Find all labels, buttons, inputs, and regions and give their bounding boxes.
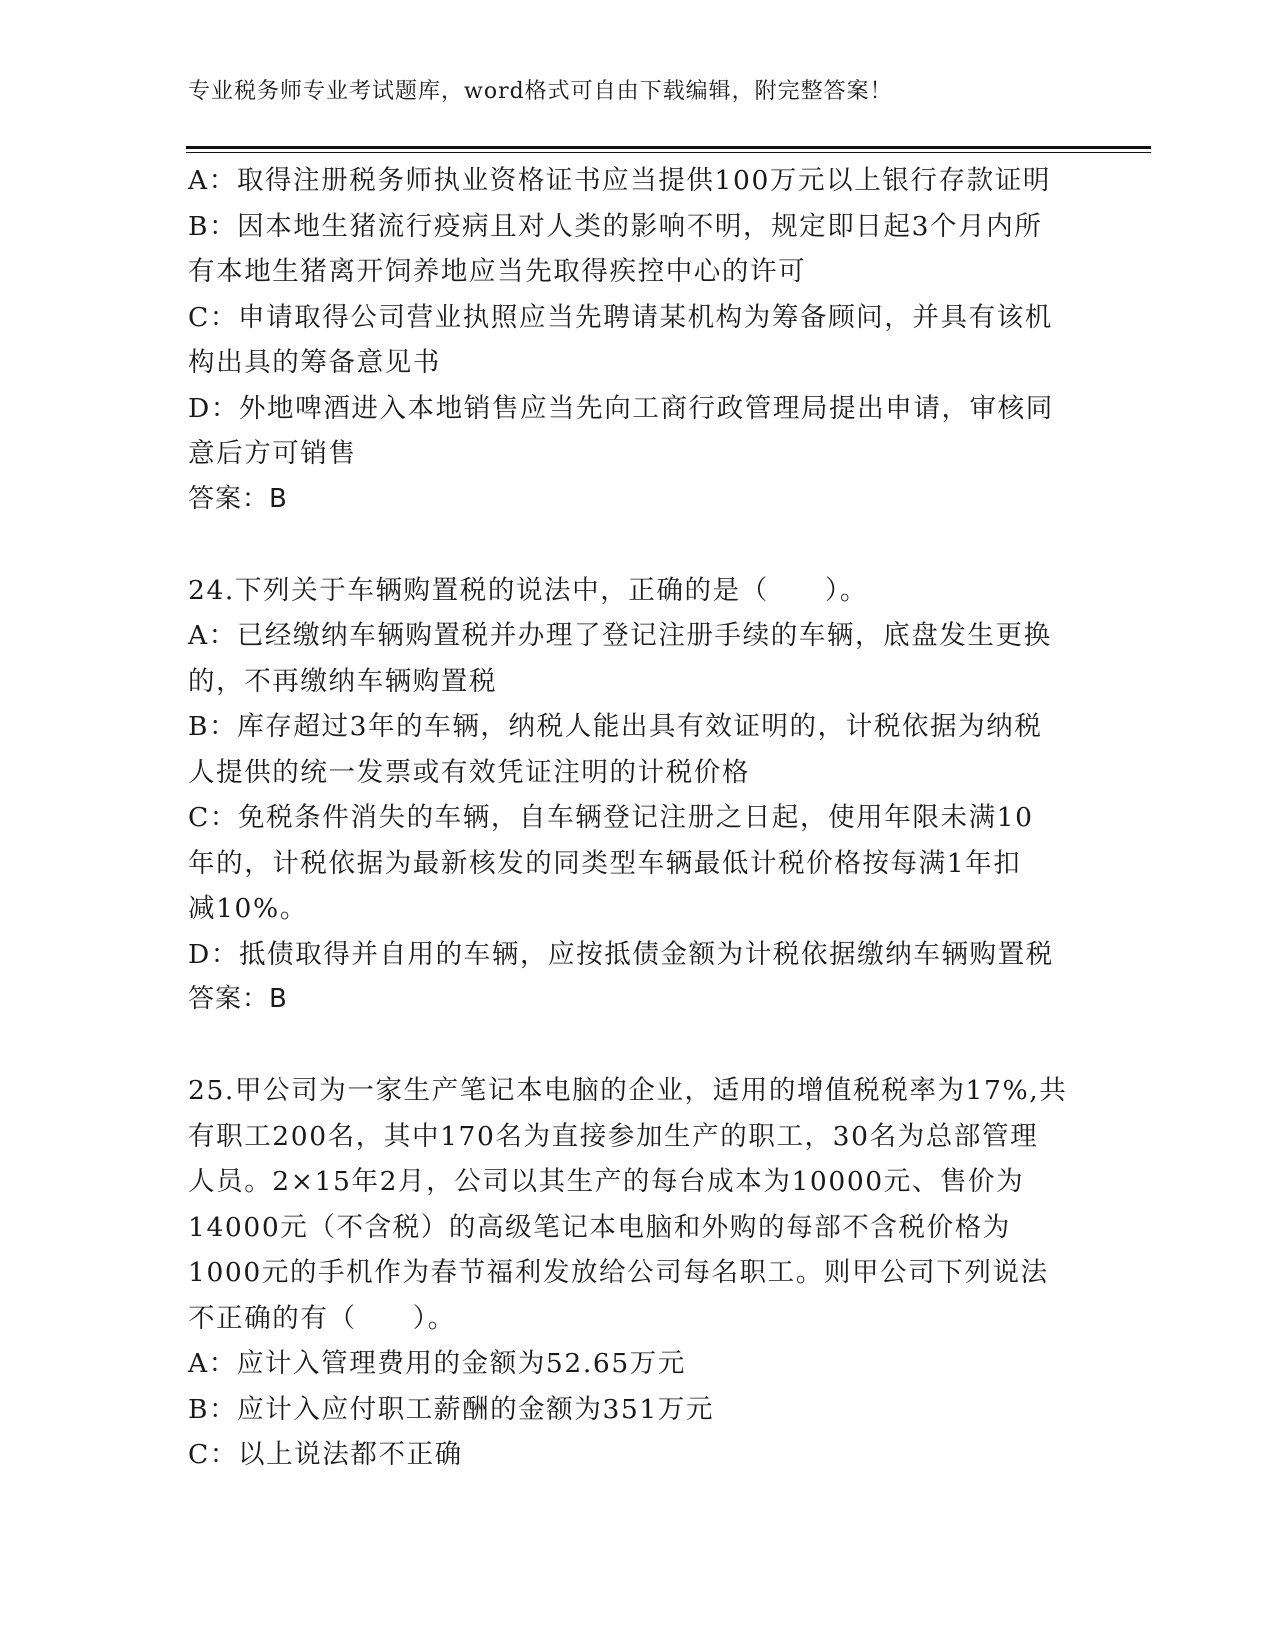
option-a: A：已经缴纳车辆购置税并办理了登记注册手续的车辆，底盘发生更换 (188, 620, 1052, 651)
option-c: C：申请取得公司营业执照应当先聘请某机构为筹备顾问，并具有该机 (188, 301, 1053, 333)
document-body (188, 158, 1148, 1478)
option-d-cont: 意后方可销售 (188, 438, 357, 469)
option-c: C：以上说法都不正确 (188, 1439, 463, 1470)
option-b-cont: 人提供的统一发票或有效凭证注明的计税价格 (188, 756, 750, 788)
option-b: B：库存超过3年的车辆，纳税人能出具有效证明的，计税依据为纳税 (188, 711, 1043, 742)
option-c-cont: 年的，计税依据为最新核发的同类型车辆最低计税价格按每满1年扣 (188, 847, 1022, 879)
option-c: C：免税条件消失的车辆，自车辆登记注册之日起，使用年限未满10 (188, 802, 1034, 833)
option-b: B：应计入应付职工薪酬的金额为351万元 (188, 1393, 715, 1425)
spacer (188, 1023, 1148, 1069)
question-stem-cont: 有职工200名，其中170名为直接参加生产的职工，30名为总部管理 (188, 1120, 1039, 1152)
option-d: D：外地啤酒进入本地销售应当先向工商行政管理局提出申请，审核同 (188, 392, 1054, 424)
question-block-24 (188, 568, 1148, 1023)
header-rule-thin (186, 152, 1151, 153)
question-stem: 24.下列关于车辆购置税的说法中，正确的是（ ）。 (188, 574, 868, 606)
question-block-prev (188, 158, 1148, 522)
question-block-25 (188, 1068, 1148, 1478)
question-stem-cont: 14000元（不含税）的高级笔记本电脑和外购的每部不含税价格为 (188, 1211, 1011, 1243)
option-a: A：应计入管理费用的金额为52.65万元 (188, 1348, 687, 1379)
question-stem-cont: 1000元的手机作为春节福利发放给公司每名职工。则甲公司下列说法 (188, 1257, 1049, 1288)
option-d: D：抵债取得并自用的车辆，应按抵债金额为计税依据缴纳车辆购置税 (188, 938, 1054, 970)
spacer (188, 522, 1148, 568)
answer-line: 答案：B (188, 483, 288, 514)
question-stem-cont: 不正确的有（ ）。 (188, 1302, 456, 1334)
header-rule-thick (186, 146, 1151, 149)
page-header: 专业税务师专业考试题库，word格式可自由下载编辑，附完整答案！ (188, 79, 893, 104)
option-a: A：取得注册税务师执业资格证书应当提供100万元以上银行存款证明 (188, 165, 1051, 196)
option-b-cont: 有本地生猪离开饲养地应当先取得疾控中心的许可 (188, 256, 807, 287)
question-stem: 25.甲公司为一家生产笔记本电脑的企业，适用的增值税税率为17%,共 (188, 1075, 1068, 1106)
option-c-cont: 构出具的筹备意见书 (188, 347, 441, 378)
option-a-cont: 的，不再缴纳车辆购置税 (188, 665, 498, 697)
question-stem-cont: 人员。2×15年2月，公司以其生产的每台成本为10000元、售价为 (188, 1166, 1025, 1197)
option-c-cont: 减10%。 (188, 893, 308, 924)
option-b: B：因本地生猪流行疫病且对人类的影响不明，规定即日起3个月内所 (188, 210, 1043, 242)
answer-line: 答案：B (188, 984, 288, 1014)
